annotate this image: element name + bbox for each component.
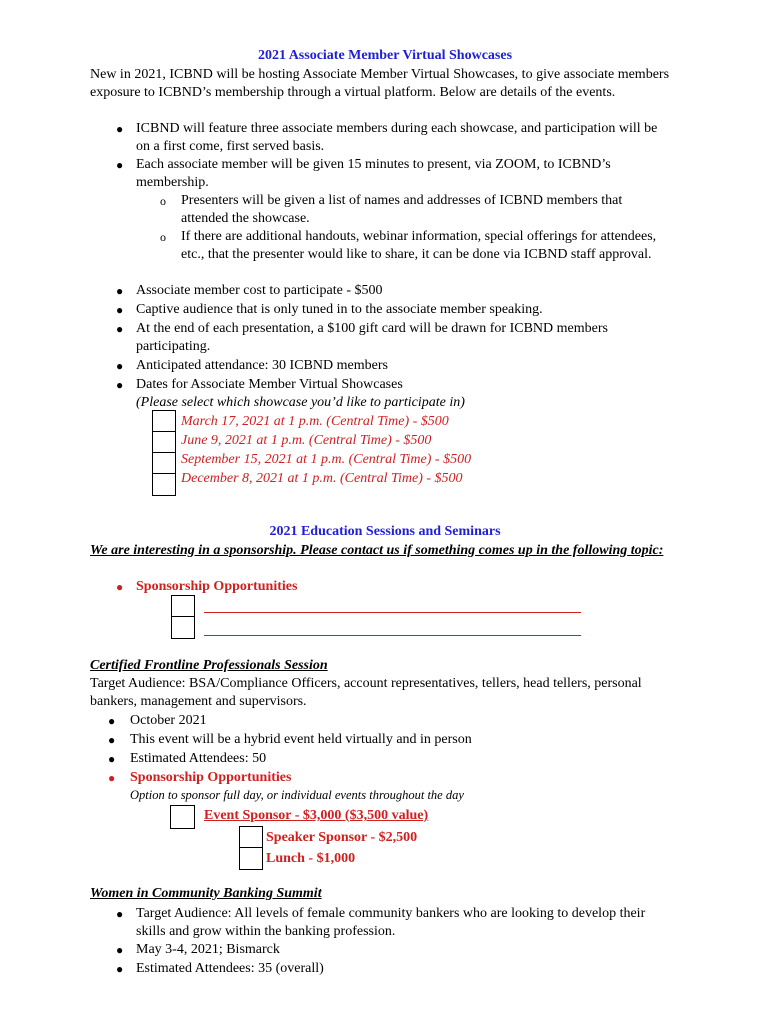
bullet-icon: ● <box>116 359 124 373</box>
bullet-icon: ● <box>116 158 124 172</box>
sponsorship-blank-line-1[interactable] <box>204 612 581 613</box>
bullet-icon: ● <box>108 771 116 785</box>
frontline-sponsorship-label: Sponsorship Opportunities <box>130 770 292 785</box>
frontline-bullet-3: Estimated Attendees: 50 <box>130 751 267 766</box>
select-note: (Please select which showcase you’d like to participate in) <box>136 395 465 410</box>
showcase-bullet-4: Captive audience that is only tuned in to the associate member speaking. <box>136 302 543 317</box>
education-note: We are interesting in a sponsorship. Please contact us if something comes up in the following topic: <box>90 543 664 558</box>
frontline-bullet-1: October 2021 <box>130 713 207 728</box>
showcase-intro: New in 2021, ICBND will be hosting Associate Member Virtual Showcases, to give associate members exposure to ICBND’s membership through a virtual platform. Below are details of the events. <box>90 67 670 100</box>
frontline-option-note: Option to sponsor full day, or individual events throughout the day <box>130 788 464 802</box>
showcase-subbullet-1: Presenters will be given a list of names and addresses of ICBND members that attended the showcase. <box>181 193 623 226</box>
women-bullet-3: Estimated Attendees: 35 (overall) <box>136 961 324 976</box>
bullet-icon: ● <box>116 907 124 921</box>
bullet-icon: ● <box>116 122 124 136</box>
speaker-sponsor-option: Speaker Sponsor - $2,500 <box>266 830 418 845</box>
showcase-bullet-7: Dates for Associate Member Virtual Showcases <box>136 377 403 392</box>
event-sponsor-checkbox[interactable] <box>170 805 195 829</box>
showcase-bullet-2: Each associate member will be given 15 minutes to present, via ZOOM, to ICBND’s membership. <box>136 157 611 190</box>
bullet-icon: ● <box>108 714 116 728</box>
date-checkbox-3[interactable] <box>152 452 176 475</box>
bullet-icon: ● <box>108 733 116 747</box>
circle-bullet-icon: o <box>160 194 166 208</box>
date-checkbox-1[interactable] <box>152 410 176 433</box>
showcase-title: 2021 Associate Member Virtual Showcases <box>257 48 513 63</box>
date-checkbox-4[interactable] <box>152 473 176 496</box>
education-title: 2021 Education Sessions and Seminars <box>269 524 501 539</box>
showcase-bullet-1: ICBND will feature three associate members during each showcase, and participation will be on a first come, first served basis. <box>136 121 658 154</box>
sponsorship-checkbox-1[interactable] <box>171 595 195 618</box>
lunch-checkbox[interactable] <box>239 847 263 870</box>
showcase-subbullet-2: If there are additional handouts, webinar information, special offerings for attendees, etc., that the presenter would like to share, it can be done via ICBND staff approval. <box>181 229 657 262</box>
bullet-icon: ● <box>116 284 124 298</box>
women-bullet-2: May 3-4, 2021; Bismarck <box>136 942 280 957</box>
sponsorship-blank-line-2[interactable] <box>204 635 581 636</box>
bullet-icon: ● <box>116 962 124 976</box>
bullet-icon: ● <box>116 580 124 594</box>
frontline-bullet-2: This event will be a hybrid event held virtually and in person <box>130 732 472 747</box>
date-option-4: December 8, 2021 at 1 p.m. (Central Time) - $500 <box>181 471 463 486</box>
date-option-1: March 17, 2021 at 1 p.m. (Central Time) - $500 <box>181 414 449 429</box>
showcase-bullet-6: Anticipated attendance: 30 ICBND members <box>136 358 388 373</box>
education-sponsorship-label: Sponsorship Opportunities <box>136 579 298 594</box>
bullet-icon: ● <box>116 378 124 392</box>
date-option-2: June 9, 2021 at 1 p.m. (Central Time) - $500 <box>181 433 432 448</box>
women-bullet-1: Target Audience: All levels of female community bankers who are looking to develop their skills and grow within the banking profession. <box>136 906 646 939</box>
frontline-title: Certified Frontline Professionals Session <box>90 658 328 673</box>
event-sponsor-option: Event Sponsor - $3,000 ($3,500 value) <box>204 808 429 823</box>
date-option-3: September 15, 2021 at 1 p.m. (Central Time) - $500 <box>181 452 472 467</box>
sponsorship-checkbox-2[interactable] <box>171 616 195 639</box>
showcase-bullet-5: At the end of each presentation, a $100 gift card will be drawn for ICBND members participating. <box>136 321 608 354</box>
speaker-sponsor-checkbox[interactable] <box>239 826 263 849</box>
bullet-icon: ● <box>116 322 124 336</box>
date-checkbox-2[interactable] <box>152 431 176 454</box>
women-title: Women in Community Banking Summit <box>90 886 322 901</box>
frontline-audience: Target Audience: BSA/Compliance Officers, account representatives, tellers, head tellers, personal bankers, management and supervisors. <box>90 676 642 709</box>
showcase-bullet-3: Associate member cost to participate - $500 <box>136 283 383 298</box>
bullet-icon: ● <box>116 943 124 957</box>
bullet-icon: ● <box>108 752 116 766</box>
circle-bullet-icon: o <box>160 230 166 244</box>
lunch-option: Lunch - $1,000 <box>266 851 356 866</box>
bullet-icon: ● <box>116 303 124 317</box>
